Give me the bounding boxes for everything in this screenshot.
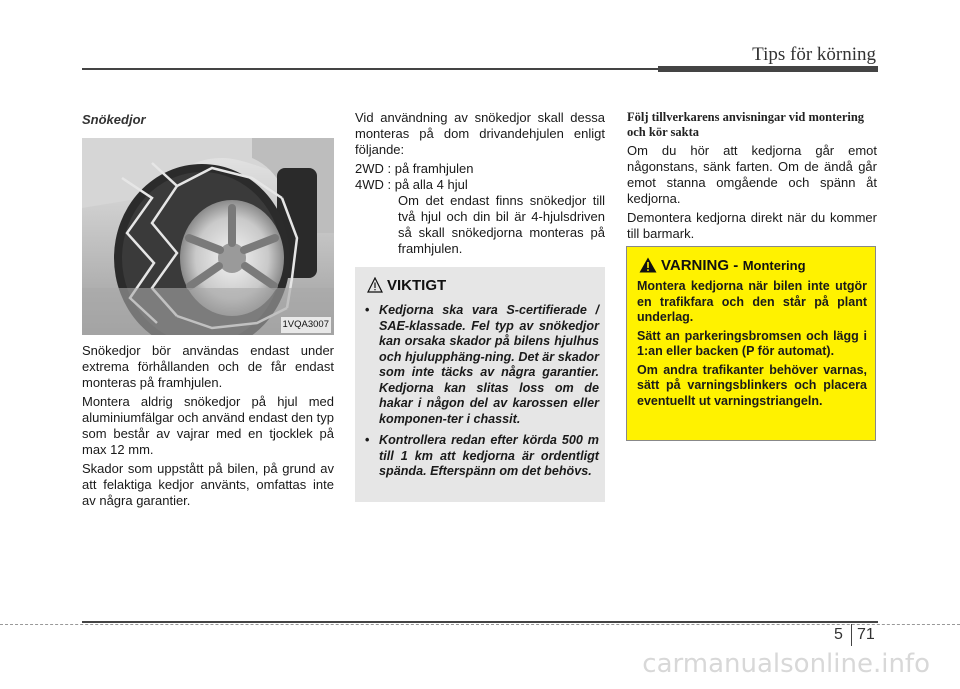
tire-with-chain-illustration: [82, 138, 334, 335]
watermark: carmanualsonline.info: [642, 649, 930, 679]
page-number-divider: [851, 624, 852, 646]
subsection-heading: Följ tillverkarens anvisningar vid montering och kör sakta: [627, 110, 865, 139]
important-bullets: [365, 303, 599, 486]
page-number: 71: [857, 626, 875, 643]
important-box: [355, 267, 605, 502]
paragraph: Snökedjor bör användas endast under extrema förhållanden och de får endast monteras på framhjulen.: [82, 343, 334, 390]
paragraph: Sätt an parkeringsbromsen och lägg i 1:an eller backen (P för automat).: [637, 328, 867, 358]
column-right: [627, 110, 877, 245]
snow-chain-figure: [82, 138, 334, 335]
paragraph: Montera kedjorna när bilen inte utgör en trafikfara och den står på plant underlag.: [637, 279, 867, 324]
chapter-number: 5: [834, 626, 843, 643]
bullet-text: Kedjorna ska vara S-certifierade / SAE-klassade. Fel typ av snökedjor kan orsaka skador på bilens hjulhus och hjulupphäng-ning. Det är skador som inte täcks av några garantier. Kedjorna kan slitas loss om de hakar i någon del av karossen eller komponen-ter i chassit.: [379, 303, 599, 426]
figure-code: 1VQA3007: [281, 317, 331, 333]
footer-rule: [82, 621, 878, 623]
list-item-4wd: 4WD : på alla 4 hjul: [355, 177, 468, 192]
list-item: • Kedjorna ska vara S-certifierade / SAE-klassade. Fel typ av snökedjor kan orsaka skador på bilens hjulhus och hjulupphäng-ning. Det är skador som inte täcks av några garantier. Kedjorna kan slitas loss om de hakar i någon del av karossen eller komponen-ter i chassit.: [365, 303, 599, 426]
footer-cut-line: [0, 624, 960, 625]
paragraph: Vid användning av snökedjor skall dessa monteras på dom drivandehjulen enligt följande:: [355, 110, 605, 157]
important-box-title: [367, 277, 446, 294]
warning-title-sub: Montering: [742, 258, 806, 273]
column-left: [82, 112, 334, 512]
column-middle: [355, 110, 605, 257]
warning-triangle-icon: [639, 257, 657, 273]
list-item: • Kontrollera redan efter körda 500 m till 1 km att kedjorna är ordentligt spända. Efterspänn om det behövs.: [365, 433, 599, 478]
paragraph: Demontera kedjorna direkt när du kommer till barmark.: [627, 210, 877, 241]
paragraph: Skador som uppstått på bilen, på grund av att felaktiga kedjor använts, omfattas inte av några garantier.: [82, 461, 334, 508]
header-rule-accent: [658, 66, 878, 72]
bullet-text: Kontrollera redan efter körda 500 m till 1 km att kedjorna är ordentligt spända. Efterspänn om det behövs.: [379, 433, 599, 478]
caution-triangle-icon: [367, 277, 383, 293]
warning-body: [637, 279, 867, 412]
list-item-2wd: 2WD : på framhjulen: [355, 161, 474, 176]
list-note: Om det endast finns snökedjor till två hjul och din bil är 4-hjulsdriven så skall snökedjorna monteras på framhjulen.: [398, 193, 605, 256]
paragraph: Montera aldrig snökedjor på hjul med aluminiumfälgar och använd endast den typ som består av vajrar med en tjocklek på max 12 mm.: [82, 394, 334, 457]
warning-box: [626, 246, 876, 441]
running-header: Tips för körning: [752, 44, 876, 65]
drive-type-list: [355, 161, 605, 257]
warning-title-main: VARNING -: [661, 257, 739, 274]
paragraph: Om andra trafikanter behöver varnas, sätt på varningsblinkers och placera eventuellt ut varningstriangeln.: [637, 362, 867, 408]
warning-box-title: [639, 257, 806, 275]
important-title-text: VIKTIGT: [387, 277, 447, 294]
paragraph: Om du hör att kedjorna går emot någonstans, sänk farten. Om de ändå går emot stanna omgående och spänn åt kedjorna.: [627, 143, 877, 206]
section-heading: Snökedjor: [82, 112, 146, 127]
